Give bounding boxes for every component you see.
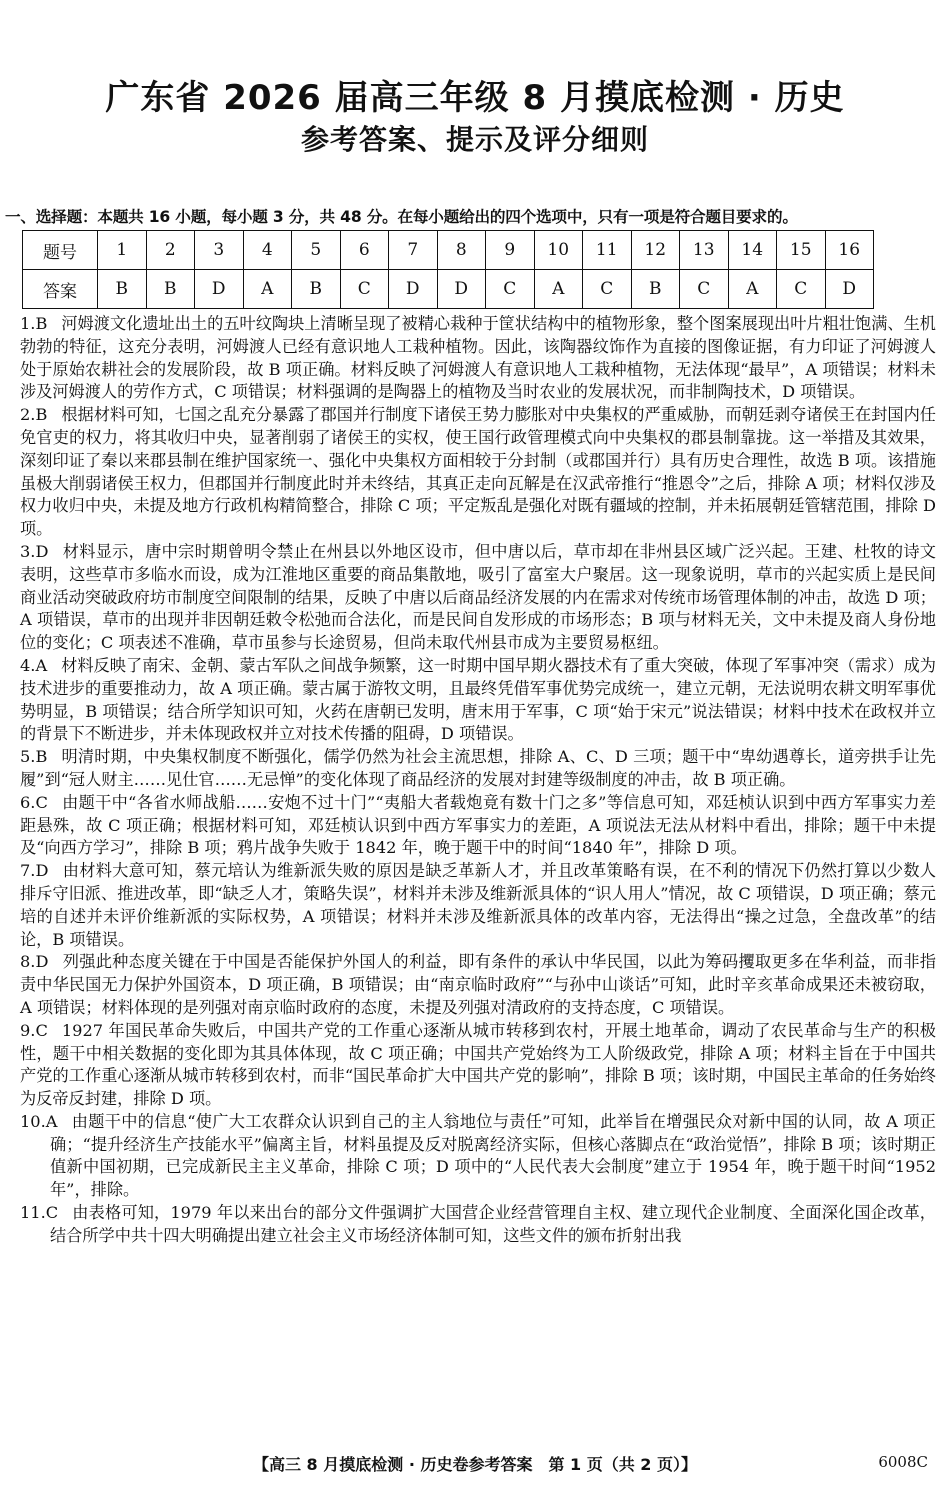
explanation-item (20, 1111, 936, 1202)
item-number: 4.A (20, 655, 48, 675)
item-text: 由表格可知，1979 年以来出台的部分文件强调扩大国营企业经营管理自主权、建立现代企业制度、全面深化国企改革，结合所学中共十四大明确提出建立社会主义市场经济体制可知，这些文件的颁布折射出我 (50, 1203, 936, 1245)
explanation-item (20, 655, 936, 746)
item-text: 由题干中“各省水师战船……安炮不过十门”“夷船大者载炮竟有数十门之多”等信息可知，邓廷桢认识到中西方军事实力差距悬殊，故 C 项正确；根据材料可知，邓廷桢认识到中西方军事实力的差距，A 项说法无法从材料中看出，排除；题干中未提及“向西方学习”，排除 B 项；鸦片战争失败于 1842 年，晚于题干中的时间“1840 年”，排除 D 项。 (20, 792, 936, 858)
explanation-item (20, 541, 936, 655)
explanation-item (20, 404, 936, 541)
question-number: 8 (437, 231, 486, 270)
answer-cell: D (437, 270, 486, 309)
page-title: 广东省 2026 届高三年级 8 月摸底检测 · 历史 (105, 78, 845, 118)
explanation-item (20, 1202, 936, 1248)
question-number: 16 (825, 231, 874, 270)
answer-cell: D (195, 270, 244, 309)
question-number: 2 (146, 231, 195, 270)
answer-cell: A (534, 270, 583, 309)
question-number: 4 (243, 231, 292, 270)
question-number: 13 (680, 231, 729, 270)
answer-cell: B (292, 270, 341, 309)
item-text: 材料反映了南宋、金朝、蒙古军队之间战争频繁，这一时期中国早期火器技术有了重大突破，体现了军事冲突（需求）成为技术进步的重要推动力，故 A 项正确。蒙古属于游牧文明，且最终凭借军事优势完成统一，建立元朝，无法说明农耕文明军事优势明显，B 项错误；结合所学知识可知，火药在唐朝已发明，唐末用于军事，C 项“始于宋元”说法错误；材料中技术在政权并立的背景下不断进步，并未体现政权并立对技术传播的阻碍，D 项错误。 (20, 655, 936, 744)
item-text: 根据材料可知，七国之乱充分暴露了郡国并行制度下诸侯王势力膨胀对中央集权的严重威胁，而朝廷剥夺诸侯王在封国内任免官吏的权力，将其收归中央，显著削弱了诸侯王的实权，使王国行政管理模式向中央集权的郡县制靠拢。这一举措及其效果，深刻印证了秦以来郡县制在维护国家统一、强化中央集权方面相较于分封制（或郡国并行）具有历史合理性，故选 B 项。该措施虽极大削弱诸侯王权力，但郡国并行制度此时并未终结，其真正走向瓦解是在汉武帝推行“推恩令”之后，排除 A 项；材料仅涉及权力收归中央，未提及地方行政机构精简整合，排除 C 项；平定叛乱是强化对既有疆域的控制，并未拓展朝廷管辖范围，排除 D 项。 (20, 405, 936, 539)
row-label-answer: 答案 (23, 270, 98, 309)
explanation-item (20, 860, 936, 951)
question-number: 5 (292, 231, 341, 270)
question-number: 1 (98, 231, 147, 270)
item-text: 明清时期，中央集权制度不断强化，儒学仍然为社会主流思想，排除 A、C、D 三项；题干中“卑幼遇尊长，道旁拱手让先履”到“冠人财主……见仕官……无忌惮”的变化体现了商品经济的发展对封建等级制度的冲击，故 B 项正确。 (20, 747, 936, 789)
answer-cell: B (631, 270, 680, 309)
section-heading: 一、选择题：本题共 16 小题，每小题 3 分，共 48 分。在每小题给出的四个选项中，只有一项是符合题目要求的。 (5, 208, 798, 226)
answer-cell: C (680, 270, 729, 309)
explanation-item (20, 746, 936, 792)
question-number: 15 (777, 231, 826, 270)
question-number: 6 (340, 231, 389, 270)
explanation-item (20, 951, 936, 1019)
item-number: 2.B (20, 405, 48, 425)
item-number: 7.D (20, 861, 49, 881)
question-number: 12 (631, 231, 680, 270)
item-number: 3.D (20, 541, 49, 561)
item-text: 河姆渡文化遗址出土的五叶纹陶块上清晰呈现了被精心栽种于筐状结构中的植物形象，整个图案展现出叶片粗壮饱满、生机勃勃的特征，这充分表明，河姆渡人已经有意识地人工栽种植物。因此，该陶器纹饰作为直接的图像证据，有力印证了河姆渡人处于原始农耕社会的发展阶段，故 B 项正确。材料反映了河姆渡人有意识地人工栽种植物，无法体现“最早”，A 项错误；材料未涉及河姆渡人的劳作方式，C 项错误；材料强调的是陶器上的植物及当时农业的发展状况，而非制陶技术，D 项错误。 (20, 314, 936, 402)
answer-cell: C (486, 270, 535, 309)
item-number: 5.B (20, 747, 48, 767)
question-number: 3 (195, 231, 244, 270)
question-number-row (23, 231, 874, 270)
answer-cell: C (583, 270, 632, 309)
answer-cell: D (389, 270, 438, 309)
item-number: 1.B (20, 314, 48, 333)
answer-cell: C (340, 270, 389, 309)
question-number: 9 (486, 231, 535, 270)
answer-cell: A (728, 270, 777, 309)
item-text: 由题干中的信息“使广大工农群众认识到自己的主人翁地位与责任”可知，此举旨在增强民众对新中国的认同，故 A 项正确；“提升经济生产技能水平”偏离主旨，材料虽提及反对脱离经济实际，但核心落脚点在“政治觉悟”，排除 B 项；该时期正值新中国初期，已完成新民主主义革命，排除 C 项；D 项中的“人民代表大会制度”建立于 1954 年，晚于题干时间“1952 年”，排除。 (50, 1111, 936, 1200)
row-label-question: 题号 (23, 231, 98, 270)
answer-cell: B (98, 270, 147, 309)
question-number: 14 (728, 231, 777, 270)
answer-cell: A (243, 270, 292, 309)
explanation-item (20, 792, 936, 860)
answer-table (22, 230, 874, 309)
explanation-item (20, 313, 936, 404)
answer-cell: D (825, 270, 874, 309)
explanation-item (20, 1020, 936, 1111)
page-footer: 【高三 8 月摸底检测 · 历史卷参考答案 第 1 页（共 2 页）】 (252, 1455, 698, 1474)
item-text: 材料显示，唐中宗时期曾明令禁止在州县以外地区设市，但中唐以后，草市却在非州县区域广泛兴起。王建、杜牧的诗文表明，这些草市多临水而设，成为江淮地区重要的商品集散地，吸引了富室大户聚居。这一现象说明，草市的兴起实质上是民间商业活动突破政府坊市制度空间限制的结果，反映了中唐以后商品经济发展的内在需求对传统市场管理体制的冲击，故选 D 项；A 项错误，草市的出现并非因朝廷敕令松弛而合法化，而是民间自发形成的市场形态；B 项与材料无关，文中未提及商人身份地位的变化；C 项表述不准确，草市虽参与长途贸易，但尚未取代州县市成为主要贸易枢纽。 (20, 541, 936, 653)
question-number: 7 (389, 231, 438, 270)
question-number: 10 (534, 231, 583, 270)
item-number: 6.C (20, 792, 48, 812)
item-number: 11.C (20, 1203, 59, 1223)
item-text: 1927 年国民革命失败后，中国共产党的工作重心逐渐从城市转移到农村，开展土地革命，调动了农民革命与生产的积极性，题干中相关数据的变化即为其具体体现，故 C 项正确；中国共产党始终为工人阶级政党，排除 A 项；材料主旨在于中国共产党的工作重心逐渐从城市转移到农村，而非“国民革命扩大中国共产党的影响”，排除 B 项；该时期，中国民主革命的任务始终为反帝反封建，排除 D 项。 (20, 1020, 936, 1109)
answer-cell: B (146, 270, 195, 309)
item-number: 10.A (20, 1111, 58, 1131)
document-code: 6008C (878, 1453, 928, 1471)
answer-row (23, 270, 874, 309)
page-subtitle: 参考答案、提示及评分细则 (300, 123, 649, 156)
item-text: 列强此种态度关键在于中国是否能保护外国人的利益，即有条件的承认中华民国，以此为筹码攫取更多在华利益，而非指责中华民国无力保护外国资本，D 项正确，B 项错误；由“南京临时政府”“与孙中山谈话”可知，此时辛亥革命成果还未被窃取，A 项错误；材料体现的是列强对南京临时政府的态度，未提及列强对清政府的支持态度，C 项错误。 (20, 952, 936, 1017)
item-number: 9.C (20, 1020, 48, 1040)
answer-cell: C (777, 270, 826, 309)
item-text: 由材料大意可知，蔡元培认为维新派失败的原因是缺乏革新人才，并且改革策略有误，在不利的情况下仍然打算以少数人排斥守旧派、推进改革，即“缺乏人才，策略失误”，材料并未涉及维新派具体的“识人用人”情况，故 C 项错误，D 项正确；蔡元培的自述并未评价维新派的实际权势，A 项错误；材料并未涉及维新派具体的改革内容，无法得出“操之过急，全盘改革”的结论，B 项错误。 (20, 861, 936, 949)
item-number: 8.D (20, 952, 49, 972)
question-number: 11 (583, 231, 632, 270)
explanations-list (20, 313, 936, 1248)
